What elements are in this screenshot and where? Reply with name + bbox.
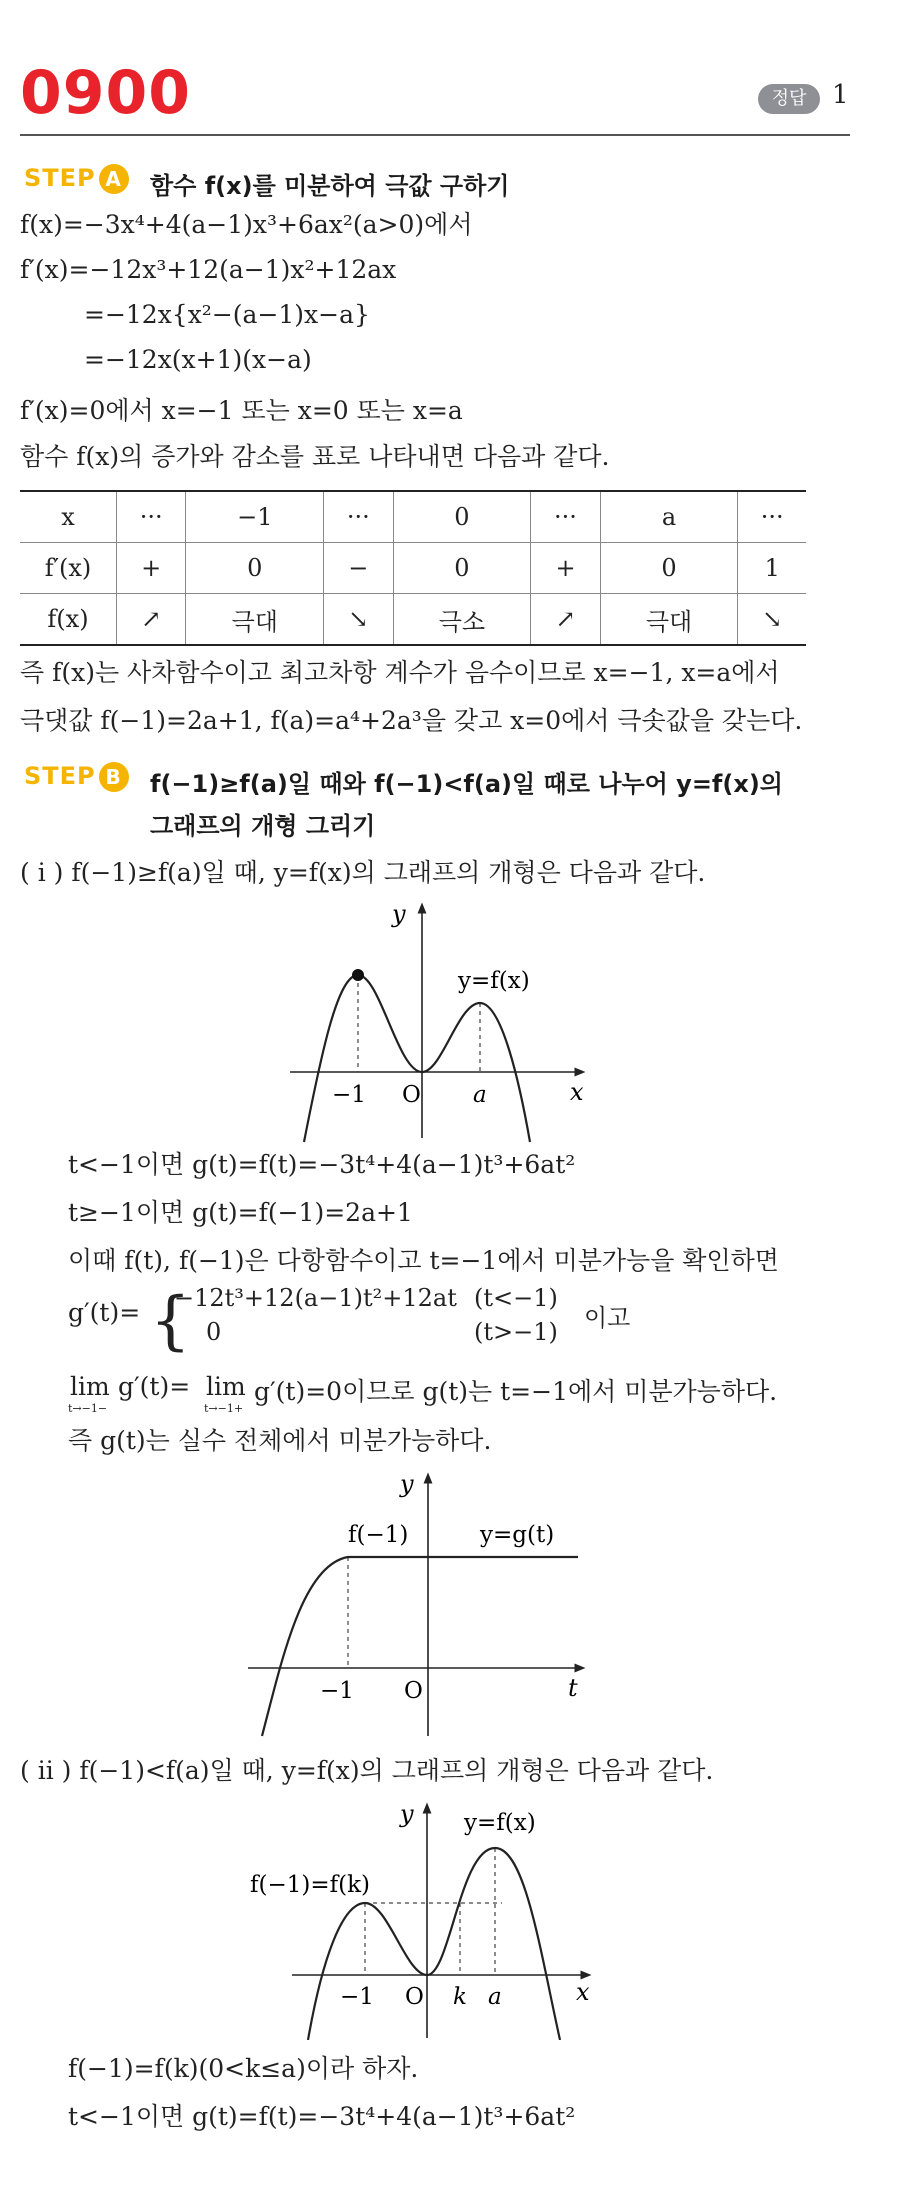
- case2-graph: [240, 1800, 610, 2040]
- step-a-line: =−12x{x²−(a−1)x−a}: [84, 300, 370, 329]
- table-cell: a: [600, 491, 738, 543]
- curve-f: [304, 975, 530, 1142]
- x-label: x: [570, 1078, 584, 1106]
- level-label: f(−1): [348, 1522, 409, 1548]
- origin-label: O: [402, 1082, 421, 1108]
- limit-subscript: t→−1−: [68, 1402, 108, 1415]
- table-cell: −1: [186, 491, 324, 543]
- step-a-circle: A: [99, 164, 129, 194]
- table-cell: +: [531, 543, 600, 594]
- step-b-marker: [24, 762, 129, 792]
- table-cell: ↗: [117, 594, 186, 646]
- table-cell: ···: [738, 491, 806, 543]
- table-cell: +: [117, 543, 186, 594]
- max-point: [352, 969, 364, 981]
- table-cell: ↗: [531, 594, 600, 646]
- table-cell: 1: [738, 543, 806, 594]
- step-a-marker: [24, 164, 129, 194]
- limit-symbol: lim: [206, 1372, 246, 1401]
- table-cell: f(x): [20, 594, 117, 646]
- table-row: [20, 543, 806, 594]
- level-label: f(−1)=f(k): [250, 1872, 371, 1898]
- table-cell: 극대: [186, 594, 324, 646]
- step-a-line: f′(x)=−12x³+12(a−1)x²+12ax: [20, 255, 397, 284]
- table-cell: 0: [393, 491, 531, 543]
- y-label: y: [400, 1470, 414, 1498]
- piecewise-expr: 0: [206, 1318, 222, 1346]
- table-cell: ···: [324, 491, 393, 543]
- case2-heading: ( ii ) f(−1)<f(a)일 때, y=f(x)의 그래프의 개형은 다음과 같다.: [20, 1756, 714, 1785]
- case1-conclusion: 즉 g(t)는 실수 전체에서 미분가능하다.: [68, 1426, 492, 1455]
- table-cell: ↘: [738, 594, 806, 646]
- case2-line: f(−1)=f(k)(0<k≤a)이라 하자.: [68, 2054, 419, 2083]
- case1-graph-g: [240, 1470, 610, 1740]
- step-b-circle: B: [99, 762, 129, 792]
- curve-g: [262, 1557, 578, 1736]
- table-cell: 0: [186, 543, 324, 594]
- step-a-label: STEP: [24, 164, 96, 192]
- answer-value: 1: [832, 80, 849, 110]
- origin-label: O: [405, 1984, 424, 2010]
- table-cell: 극대: [600, 594, 738, 646]
- table-cell: x: [20, 491, 117, 543]
- limit-subscript: t→−1+: [204, 1402, 244, 1415]
- piecewise-suffix: 이고: [584, 1304, 631, 1332]
- step-a-line: =−12x(x+1)(x−a): [84, 345, 312, 374]
- table-cell: 극소: [393, 594, 531, 646]
- case2-line: t<−1이면 g(t)=f(t)=−3t⁴+4(a−1)t³+6at²: [68, 2102, 576, 2131]
- table-cell: ↘: [324, 594, 393, 646]
- case1-line: t≥−1이면 g(t)=f(−1)=2a+1: [68, 1198, 413, 1227]
- tick-k: k: [453, 1984, 467, 2010]
- limit-expr: g′(t)=0이므로 g(t)는 t=−1에서 미분가능하다.: [254, 1377, 778, 1406]
- header-rule: [20, 134, 850, 136]
- answer-badge: 정답: [758, 84, 820, 114]
- case1-graph: [280, 900, 610, 1150]
- step-a-line: f′(x)=0에서 x=−1 또는 x=0 또는 x=a: [20, 396, 463, 425]
- step-a-line: f(x)=−3x⁴+4(a−1)x³+6ax²(a>0)에서: [20, 210, 473, 239]
- table-row: [20, 594, 806, 646]
- tick-a: a: [488, 1984, 502, 2010]
- tick-minus-one: −1: [332, 1082, 366, 1108]
- piecewise-lhs: g′(t)=: [68, 1298, 141, 1327]
- t-label: t: [568, 1674, 578, 1702]
- after-table-line: 즉 f(x)는 사차함수이고 최고차항 계수가 음수이므로 x=−1, x=a에서: [20, 658, 780, 687]
- curve-label: y=f(x): [458, 968, 530, 994]
- increase-decrease-table: [20, 490, 806, 646]
- curve-label: y=g(t): [480, 1522, 555, 1548]
- table-row: [20, 491, 806, 543]
- case1-line: 이때 f(t), f(−1)은 다항함수이고 t=−1에서 미분가능을 확인하면: [68, 1246, 779, 1275]
- limit-symbol: lim: [70, 1372, 110, 1401]
- problem-number: 0900: [20, 58, 191, 128]
- origin-label: O: [404, 1678, 423, 1704]
- curve-label: y=f(x): [464, 1810, 536, 1836]
- table-cell: −: [324, 543, 393, 594]
- table-cell: f′(x): [20, 543, 117, 594]
- tick-minus-one: −1: [340, 1984, 374, 2010]
- table-cell: ···: [117, 491, 186, 543]
- piecewise-cond: (t>−1): [474, 1318, 558, 1346]
- table-cell: 0: [600, 543, 738, 594]
- brace-icon: {: [150, 1284, 191, 1358]
- step-a-title: 함수 f(x)를 미분하여 극값 구하기: [150, 172, 510, 200]
- y-label: y: [392, 900, 406, 928]
- step-a-line: 함수 f(x)의 증가와 감소를 표로 나타내면 다음과 같다.: [20, 442, 610, 471]
- piecewise-expr: −12t³+12(a−1)t²+12at: [174, 1284, 457, 1312]
- limit-expr: g′(t)=: [118, 1372, 191, 1401]
- y-label: y: [400, 1800, 414, 1828]
- table-cell: 0: [393, 543, 531, 594]
- tick-a: a: [473, 1082, 487, 1108]
- case1-line: t<−1이면 g(t)=f(t)=−3t⁴+4(a−1)t³+6at²: [68, 1150, 576, 1179]
- step-b-title: f(−1)≥f(a)일 때와 f(−1)<f(a)일 때로 나누어 y=f(x)의: [150, 770, 783, 798]
- case1-heading: ( i ) f(−1)≥f(a)일 때, y=f(x)의 그래프의 개형은 다음과 같다.: [20, 858, 706, 887]
- step-b-title: 그래프의 개형 그리기: [150, 812, 376, 840]
- table-cell: ···: [531, 491, 600, 543]
- piecewise-cond: (t<−1): [474, 1284, 558, 1312]
- after-table-line: 극댓값 f(−1)=2a+1, f(a)=a⁴+2a³을 갖고 x=0에서 극솟값을 갖는다.: [20, 706, 803, 735]
- step-b-label: STEP: [24, 762, 96, 790]
- tick-minus-one: −1: [320, 1678, 354, 1704]
- x-label: x: [576, 1978, 590, 2006]
